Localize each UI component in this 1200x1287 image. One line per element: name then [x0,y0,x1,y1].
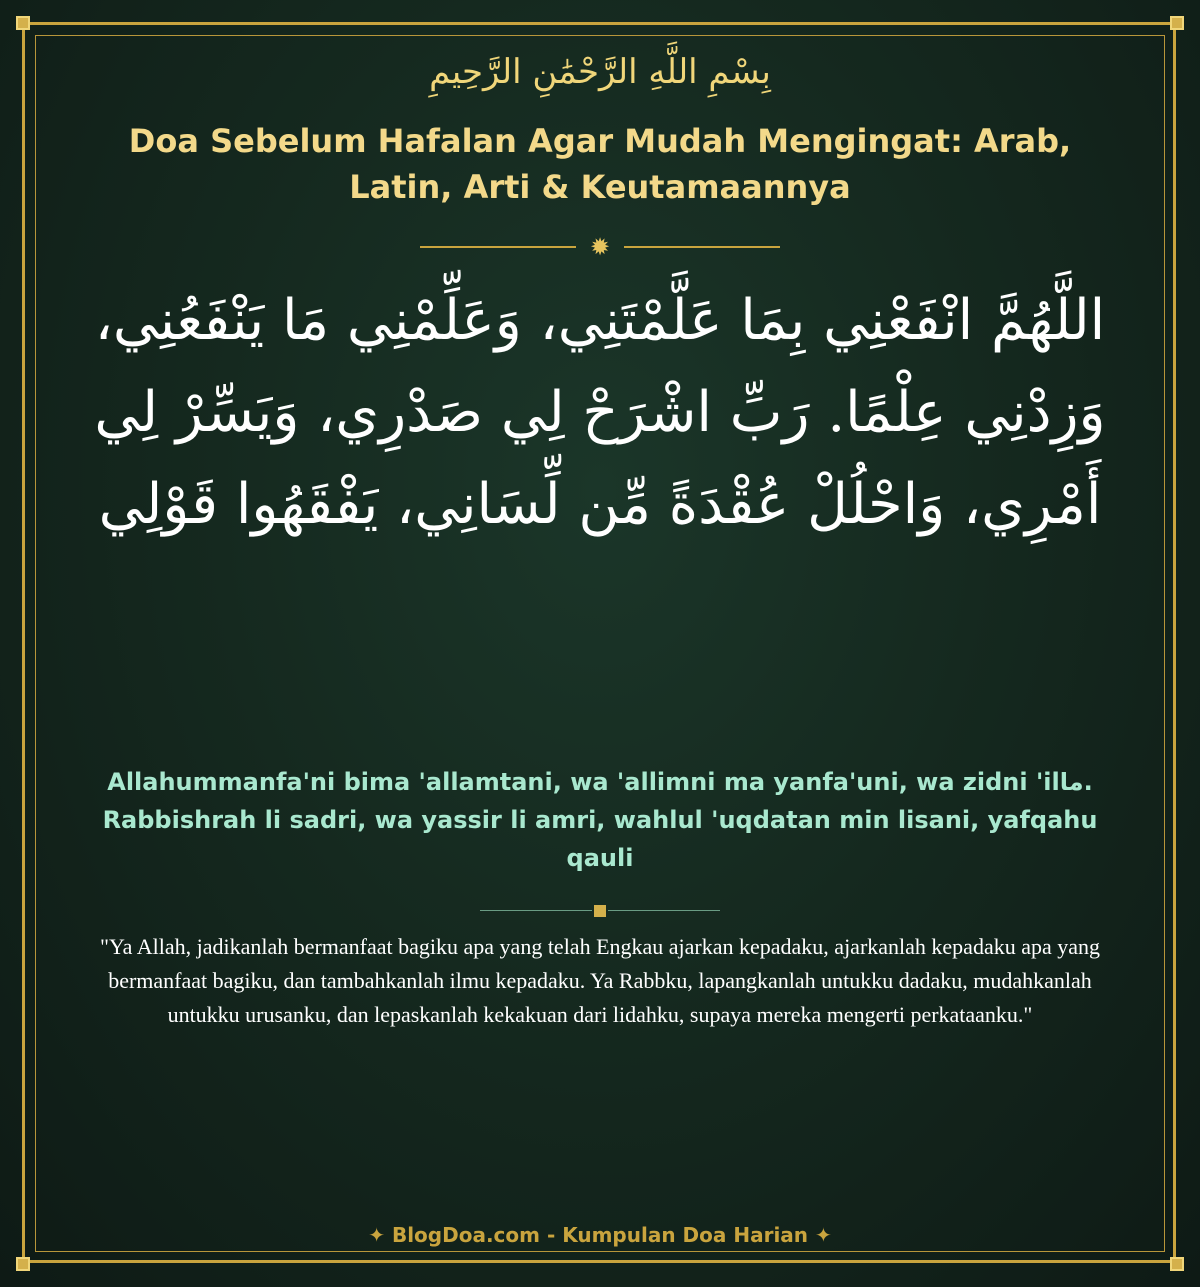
divider-line [480,910,592,911]
page-title: Doa Sebelum Hafalan Agar Mudah Mengingat: Arab, Latin, Arti & Keutamaannya [128,122,1072,206]
translation-text: "Ya Allah, jadikanlah bermanfaat bagiku apa yang telah Engkau ajarkan kepadaku, ajarkanlah kepadaku apa yang bermanfaat bagiku, dan tambahkanlah ilmu kepadaku. Ya Rabbku, lapangkanlah untukku dadaku, mudahkanlah untukku urusanku, dan lepaskanlah kekakuan dari lidahku, supaya mereka mengerti perkataanku." [99,934,1100,1027]
inner-gold-frame [35,35,1165,1252]
title-divider [420,234,780,260]
divider-line [624,246,780,248]
corner-ornament-icon [16,16,30,30]
arabic-prayer-text: اللَّهُمَّ انْفَعْنِي بِمَا عَلَّمْتَنِي، وَعَلِّمْنِي مَا يَنْفَعُنِي، وَزِدْنِي عِلْمًا. رَبِّ اشْرَحْ لِي صَدْرِي، وَيَسِّرْ لِي أَمْرِي، وَاحْلُلْ عُقْدَةً مِّن لِّسَانِي، يَفْقَهُوا قَوْلِي [94,288,1106,537]
divider-line [420,246,576,248]
diamond-ornament-icon [594,905,606,917]
bismillah-heading: بِسْمِ اللَّهِ الرَّحْمَٰنِ الرَّحِيمِ [429,52,771,92]
footer-credit: ✦ BlogDoa.com - Kumpulan Doa Harian ✦ [368,1223,832,1247]
corner-ornament-icon [1170,1257,1184,1271]
star-ornament-icon: ✹ [589,233,611,261]
translation-divider [480,902,720,920]
latin-transliteration: Allahummanfa'ni bima 'allamtani, wa 'allimni ma yanfa'uni, wa zidni 'ilما. Rabbishrah li sadri, wa yassir li amri, wahlul 'uqdatan min lisani, yafqahu qauli [102,768,1098,872]
divider-line [608,910,720,911]
corner-ornament-icon [16,1257,30,1271]
corner-ornament-icon [1170,16,1184,30]
